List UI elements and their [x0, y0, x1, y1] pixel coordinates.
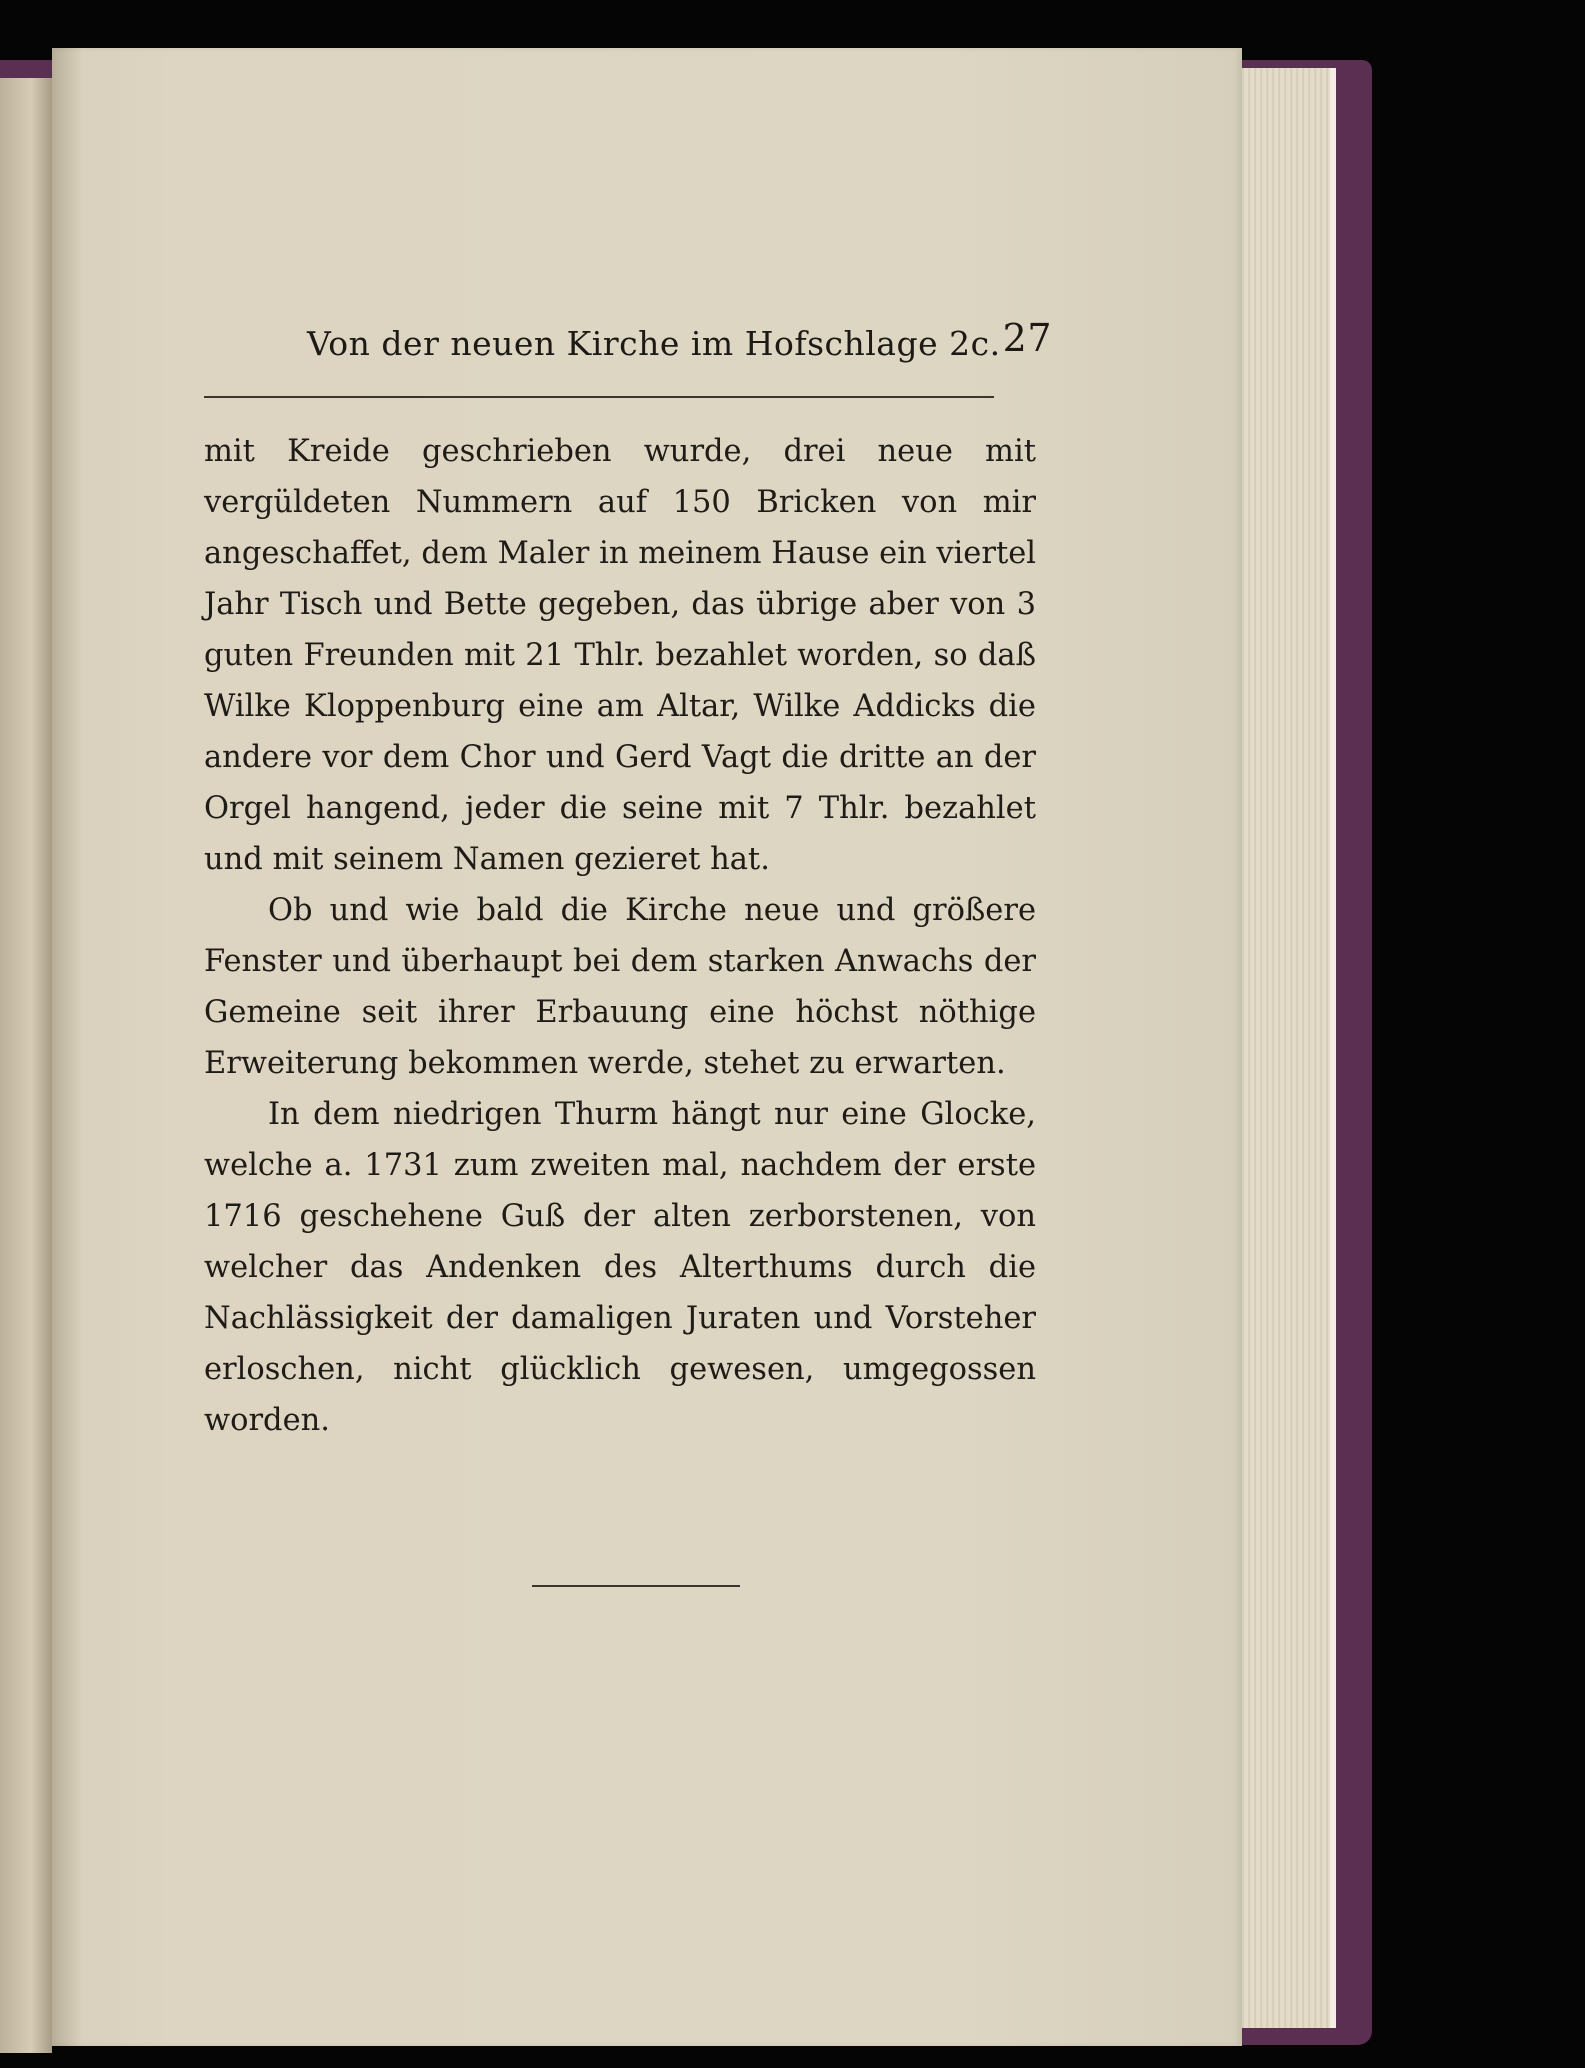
- previous-page-edge: [0, 78, 52, 2053]
- running-head-title: Von der neuen Kirche im Hofschlage 2c.: [307, 324, 1001, 363]
- page-number: 27: [1002, 316, 1052, 360]
- paragraph-2: Ob und wie bald die Kirche neue und größere Fenster und überhaupt bei dem starken Anwachs der Gemeine seit ihrer Erbauung eine höchst nöthige Erweiterung bekommen werde, stehet zu erwarten.: [204, 893, 1036, 1081]
- book-page: [52, 48, 1242, 2046]
- header-rule: [204, 396, 994, 398]
- paragraph-3: In dem niedrigen Thurm hängt nur eine Glocke, welche a. 1731 zum zweiten mal, nachdem der erste 1716 geschehene Guß der alten zerborstenen, von welcher das Andenken des Alterthums durch die Nachlässigkeit der damaligen Juraten und Vorsteher erloschen, nicht glücklich gewesen, umgegossen worden.: [204, 1097, 1036, 1438]
- paragraph-1: mit Kreide geschrieben wurde, drei neue mit vergüldeten Nummern auf 150 Bricken von mir angeschaffet, dem Maler in meinem Hause ein viertel Jahr Tisch und Bette gegeben, das übrige aber von 3 guten Freunden mit 21 Thlr. bezahlet worden, so daß Wilke Kloppenburg eine am Altar, Wilke Addicks die andere vor dem Chor und Gerd Vagt die dritte an der Orgel hangend, jeder die seine mit 7 Thlr. bezahlet und mit seinem Namen gezieret hat.: [204, 434, 1036, 877]
- body-text: [204, 426, 1036, 1446]
- closing-rule: [532, 1585, 740, 1587]
